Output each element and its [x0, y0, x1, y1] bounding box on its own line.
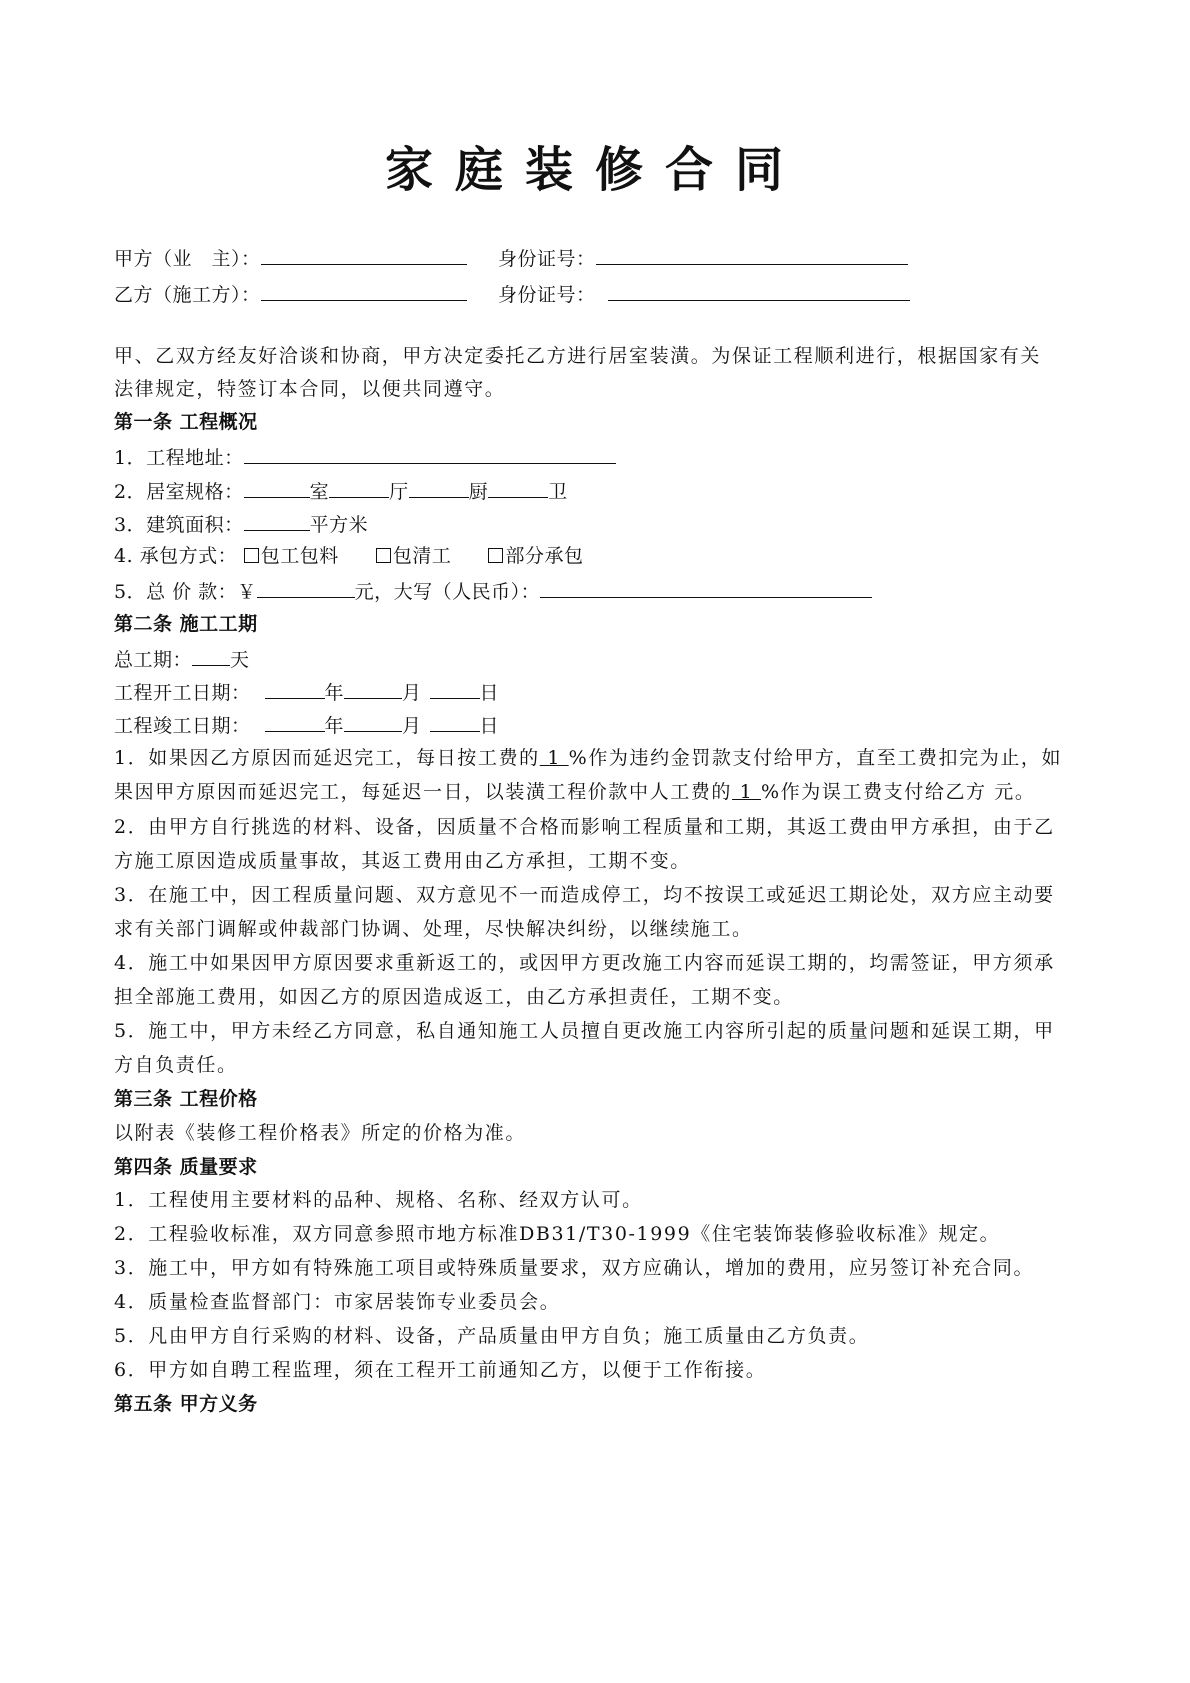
- party-b-name-field[interactable]: [261, 280, 467, 301]
- area-label: 3．建筑面积：: [114, 514, 244, 536]
- party-b-line: [114, 280, 467, 308]
- month-unit: 月: [402, 682, 422, 704]
- party-a-id-label: 身份证号：: [498, 248, 596, 270]
- price-label: 5．总 价 款：￥: [114, 581, 257, 603]
- article-5-heading: 第五条 甲方义务: [114, 1393, 258, 1415]
- clause-4-2: 2．工程验收标准，双方同意参照市地方标准DB31/T30-1999《住宅装饰装修验收标准》规定。: [114, 1223, 1001, 1245]
- delay-rate: 1: [732, 781, 761, 803]
- year-unit: 年: [324, 715, 345, 737]
- intro-line-1: 甲、乙双方经友好洽谈和协商，甲方决定委托乙方进行居室装潢。为保证工程顺利进行，根据国家有关: [114, 345, 1042, 367]
- day-unit: 日: [479, 682, 500, 704]
- total-period-line: [114, 645, 250, 673]
- checkbox-labor-only[interactable]: [376, 548, 391, 563]
- clause-2-3-line-1: 3．在施工中，因工程质量问题、双方意见不一而造成停工，均不按误工或延迟工期论处，双方应主动要: [114, 884, 1055, 906]
- day-unit: 日: [479, 715, 500, 737]
- clause-2-5-line-2: 方自负责任。: [114, 1054, 238, 1076]
- clause-2-5-line-1: 5．施工中，甲方未经乙方同意，私自通知施工人员擅自更改施工内容所引起的质量问题和延误工期，甲: [114, 1020, 1055, 1042]
- clause-text: 1．如果因乙方原因而延迟完工，每日按工费的: [114, 747, 540, 769]
- month-unit: 月: [402, 715, 422, 737]
- clause-4-3: 3．施工中，甲方如有特殊施工项目或特殊质量要求，双方应确认，增加的费用，应另签订补充合同。: [114, 1257, 1035, 1279]
- party-a-id-field[interactable]: [596, 244, 908, 265]
- end-month-field[interactable]: [344, 711, 402, 732]
- end-year-field[interactable]: [265, 711, 325, 732]
- party-b-id-line: [498, 280, 910, 308]
- room-unit: 厅: [389, 481, 409, 503]
- clause-2-2-line-1: 2．由甲方自行挑选的材料、设备，因质量不合格而影响工程质量和工期，其返工费由甲方承担，由于乙: [114, 816, 1055, 838]
- address-field[interactable]: [244, 443, 616, 464]
- checkbox-partial-contract[interactable]: [488, 548, 503, 563]
- mode-label: 4. 承包方式：: [114, 545, 238, 567]
- start-day-field[interactable]: [430, 678, 480, 699]
- room-unit: 厨: [468, 481, 489, 503]
- clause-2-1-line-1: [114, 745, 1062, 771]
- clause-2-4-line-2: 担全部施工费用，如因乙方的原因造成返工，由乙方承担责任，工期不变。: [114, 986, 794, 1008]
- address-line: [114, 443, 616, 471]
- party-a-name-field[interactable]: [261, 244, 467, 265]
- price-unit: 元，大写（人民币）：: [354, 581, 541, 603]
- document-title: 家庭装修合同: [384, 142, 805, 198]
- rooms-label: 2．居室规格：: [114, 481, 244, 503]
- area-unit: 平方米: [309, 514, 369, 536]
- party-a-line: [114, 244, 467, 272]
- days-unit: 天: [230, 649, 250, 671]
- clause-2-4-line-1: 4．施工中如果因甲方原因要求重新返工的，或因甲方更改施工内容而延误工期的，均需签证，甲方须承: [114, 952, 1055, 974]
- article-1-heading: 第一条 工程概况: [114, 411, 258, 433]
- penalty-rate: 1: [539, 747, 569, 769]
- mode-option: 部分承包: [505, 545, 584, 567]
- price-line: [114, 577, 872, 605]
- total-period-label: 总工期：: [114, 649, 193, 671]
- party-b-id-field[interactable]: [608, 280, 910, 301]
- end-date-line: [114, 711, 499, 739]
- party-a-id-line: [498, 244, 908, 272]
- rooms-line: [114, 477, 568, 505]
- area-field[interactable]: [244, 510, 310, 531]
- contract-mode-line: [114, 543, 583, 569]
- price-words-field[interactable]: [540, 577, 872, 598]
- mode-option: 包清工: [392, 545, 452, 567]
- price-field[interactable]: [257, 577, 355, 598]
- rooms-field-1[interactable]: [244, 477, 310, 498]
- end-day-field[interactable]: [430, 711, 480, 732]
- address-label: 1．工程地址：: [114, 447, 244, 469]
- clause-4-5: 5．凡由甲方自行采购的材料、设备，产品质量由甲方自负；施工质量由乙方负责。: [114, 1325, 870, 1347]
- area-line: [114, 510, 368, 538]
- start-month-field[interactable]: [344, 678, 402, 699]
- clause-text: %作为误工费支付给乙方 元。: [760, 781, 1036, 803]
- clause-text: 果因甲方原因而延迟完工，每延迟一日，以装潢工程价款中人工费的: [114, 781, 733, 803]
- clause-2-1-line-2: [114, 779, 1035, 805]
- rooms-field-2[interactable]: [329, 477, 389, 498]
- party-a-label: 甲方（业 主）：: [114, 248, 261, 270]
- clause-4-1: 1．工程使用主要材料的品种、规格、名称、经双方认可。: [114, 1189, 643, 1211]
- room-unit: 卫: [548, 481, 568, 503]
- mode-option: 包工包料: [260, 545, 339, 567]
- clause-2-2-line-2: 方施工原因造成质量事故，其返工费用由乙方承担，工期不变。: [114, 850, 691, 872]
- clause-4-4: 4．质量检查监督部门：市家居装饰专业委员会。: [114, 1291, 561, 1313]
- article-3-text: 以附表《装修工程价格表》所定的价格为准。: [114, 1122, 527, 1144]
- intro-line-2: 法律规定，特签订本合同，以便共同遵守。: [114, 378, 506, 400]
- start-date-label: 工程开工日期：: [114, 682, 251, 704]
- clause-2-3-line-2: 求有关部门调解或仲裁部门协调、处理，尽快解决纠纷，以继续施工。: [114, 918, 753, 940]
- total-days-field[interactable]: [192, 645, 230, 666]
- checkbox-full-contract[interactable]: [244, 548, 259, 563]
- article-3-heading: 第三条 工程价格: [114, 1088, 258, 1110]
- end-date-label: 工程竣工日期：: [114, 715, 251, 737]
- article-2-heading: 第二条 施工工期: [114, 613, 258, 635]
- year-unit: 年: [324, 682, 345, 704]
- clause-text: %作为违约金罚款支付给甲方，直至工费扣完为止，如: [568, 747, 1063, 769]
- rooms-field-3[interactable]: [409, 477, 469, 498]
- start-date-line: [114, 678, 499, 706]
- party-b-label: 乙方（施工方）：: [114, 284, 261, 306]
- start-year-field[interactable]: [265, 678, 325, 699]
- clause-4-6: 6．甲方如自聘工程监理，须在工程开工前通知乙方，以便于工作衔接。: [114, 1359, 767, 1381]
- article-4-heading: 第四条 质量要求: [114, 1156, 258, 1178]
- party-b-id-label: 身份证号：: [498, 284, 596, 306]
- rooms-field-4[interactable]: [488, 477, 548, 498]
- room-unit: 室: [309, 481, 330, 503]
